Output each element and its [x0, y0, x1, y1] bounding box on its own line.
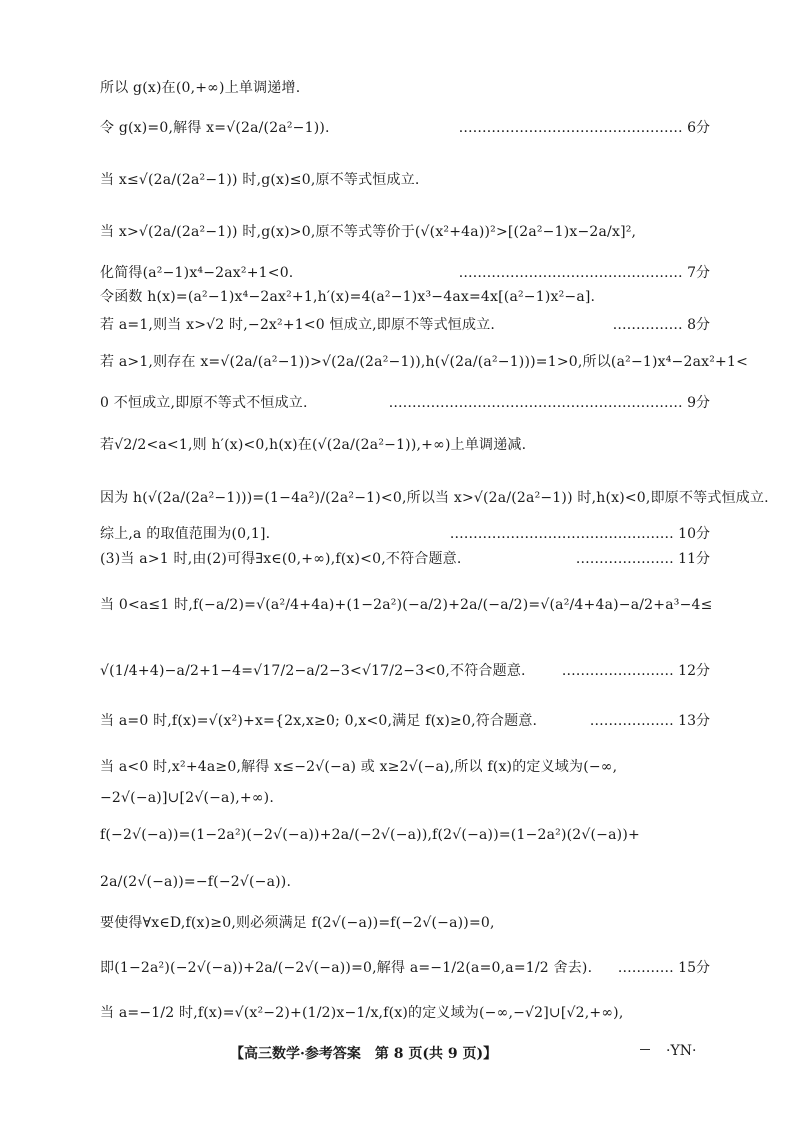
solution-line-9: 0 不恒成立,即原不等式不恒成立.	[100, 395, 308, 411]
solution-line-11: 因为 h(√(2a/(2a²−1)))=(1−4a²)/(2a²−1)<0,所以当 x>√(2a/(2a²−1)) 时,h(x)<0,即原不等式恒成立.	[100, 490, 769, 506]
solution-line-21: 要使得∀x∈D,f(x)≥0,则必须满足 f(2√(−a))=f(−2√(−a))=0,	[100, 915, 495, 931]
solution-line-19: f(−2√(−a))=(1−2a²)(−2√(−a))+2a/(−2√(−a)),f(2√(−a))=(1−2a²)(2√(−a))+	[100, 827, 640, 843]
solution-line-13: (3)当 a>1 时,由(2)可得∃x∈(0,+∞),f(x)<0,不符合题意.	[100, 551, 462, 567]
score-9: ……………………………………………………… 9分	[388, 395, 710, 411]
score-15: ………… 15分	[617, 960, 710, 976]
footer-title: 【高三数学·参考答案 第 8 页(共 9 页)】	[230, 1046, 498, 1062]
solution-line-14: 当 0<a≤1 时,f(−a/2)=√(a²/4+4a)+(1−2a²)(−a/2)+2a/(−a/2)=√(a²/4+4a)−a/2+a³−4≤	[100, 597, 713, 613]
solution-line-15: √(1/4+4)−a/2+1−4=√17/2−a/2−3<√17/2−3<0,不符合题意.	[100, 663, 526, 679]
solution-line-7: 若 a=1,则当 x>√2 时,−2x²+1<0 恒成立,即原不等式恒成立.	[100, 317, 496, 333]
score-10: ………………………………………… 10分	[449, 526, 710, 542]
score-11: ………………… 11分	[575, 551, 710, 567]
solution-line-8: 若 a>1,则存在 x=√(2a/(a²−1))>√(2a/(2a²−1)),h(√(2a/(a²−1)))=1>0,所以(a²−1)x⁴−2ax²+1<	[100, 354, 749, 370]
score-7: ………………………………………… 7分	[458, 265, 710, 281]
solution-line-12: 综上,a 的取值范围为(0,1].	[100, 526, 271, 542]
solution-line-23: 当 a=−1/2 时,f(x)=√(x²−2)+(1/2)x−1/x,f(x)的定义域为(−∞,−√2]∪[√2,+∞),	[100, 1005, 624, 1021]
score-12: …………………… 12分	[561, 663, 710, 679]
solution-line-20: 2a/(2√(−a))=−f(−2√(−a)).	[100, 874, 292, 890]
solution-line-16: 当 a=0 时,f(x)=√(x²)+x={2x,x≥0; 0,x<0,满足 f(x)≥0,符合题意.	[100, 713, 538, 729]
footer-dash-mark	[640, 1049, 650, 1050]
solution-line-22: 即(1−2a²)(−2√(−a))+2a/(−2√(−a))=0,解得 a=−1/2(a=0,a=1/2 舍去).	[100, 960, 593, 976]
solution-line-3: 当 x≤√(2a/(2a²−1)) 时,g(x)≤0,原不等式恒成立.	[100, 172, 420, 188]
solution-line-17: 当 a<0 时,x²+4a≥0,解得 x≤−2√(−a) 或 x≥2√(−a),所以 f(x)的定义域为(−∞,	[100, 759, 618, 775]
solution-line-18: −2√(−a)]∪[2√(−a),+∞).	[100, 790, 274, 806]
footer-code: ·YN·	[666, 1043, 697, 1059]
score-6: ………………………………………… 6分	[458, 120, 710, 136]
solution-line-6: 令函数 h(x)=(a²−1)x⁴−2ax²+1,h′(x)=4(a²−1)x³−4ax=4x[(a²−1)x²−a].	[100, 289, 596, 305]
solution-line-2: 令 g(x)=0,解得 x=√(2a/(2a²−1)).	[100, 120, 330, 136]
solution-line-10: 若√2/2<a<1,则 h′(x)<0,h(x)在(√(2a/(2a²−1)),+∞)上单调递减.	[100, 437, 527, 453]
solution-line-1: 所以 g(x)在(0,+∞)上单调递增.	[100, 80, 301, 96]
score-8: …………… 8分	[612, 317, 710, 333]
solution-line-4: 当 x>√(2a/(2a²−1)) 时,g(x)>0,原不等式等价于(√(x²+4a))²>[(2a²−1)x−2a/x]²,	[100, 224, 637, 240]
solution-line-5: 化简得(a²−1)x⁴−2ax²+1<0.	[100, 265, 294, 281]
score-13: ……………… 13分	[589, 713, 710, 729]
